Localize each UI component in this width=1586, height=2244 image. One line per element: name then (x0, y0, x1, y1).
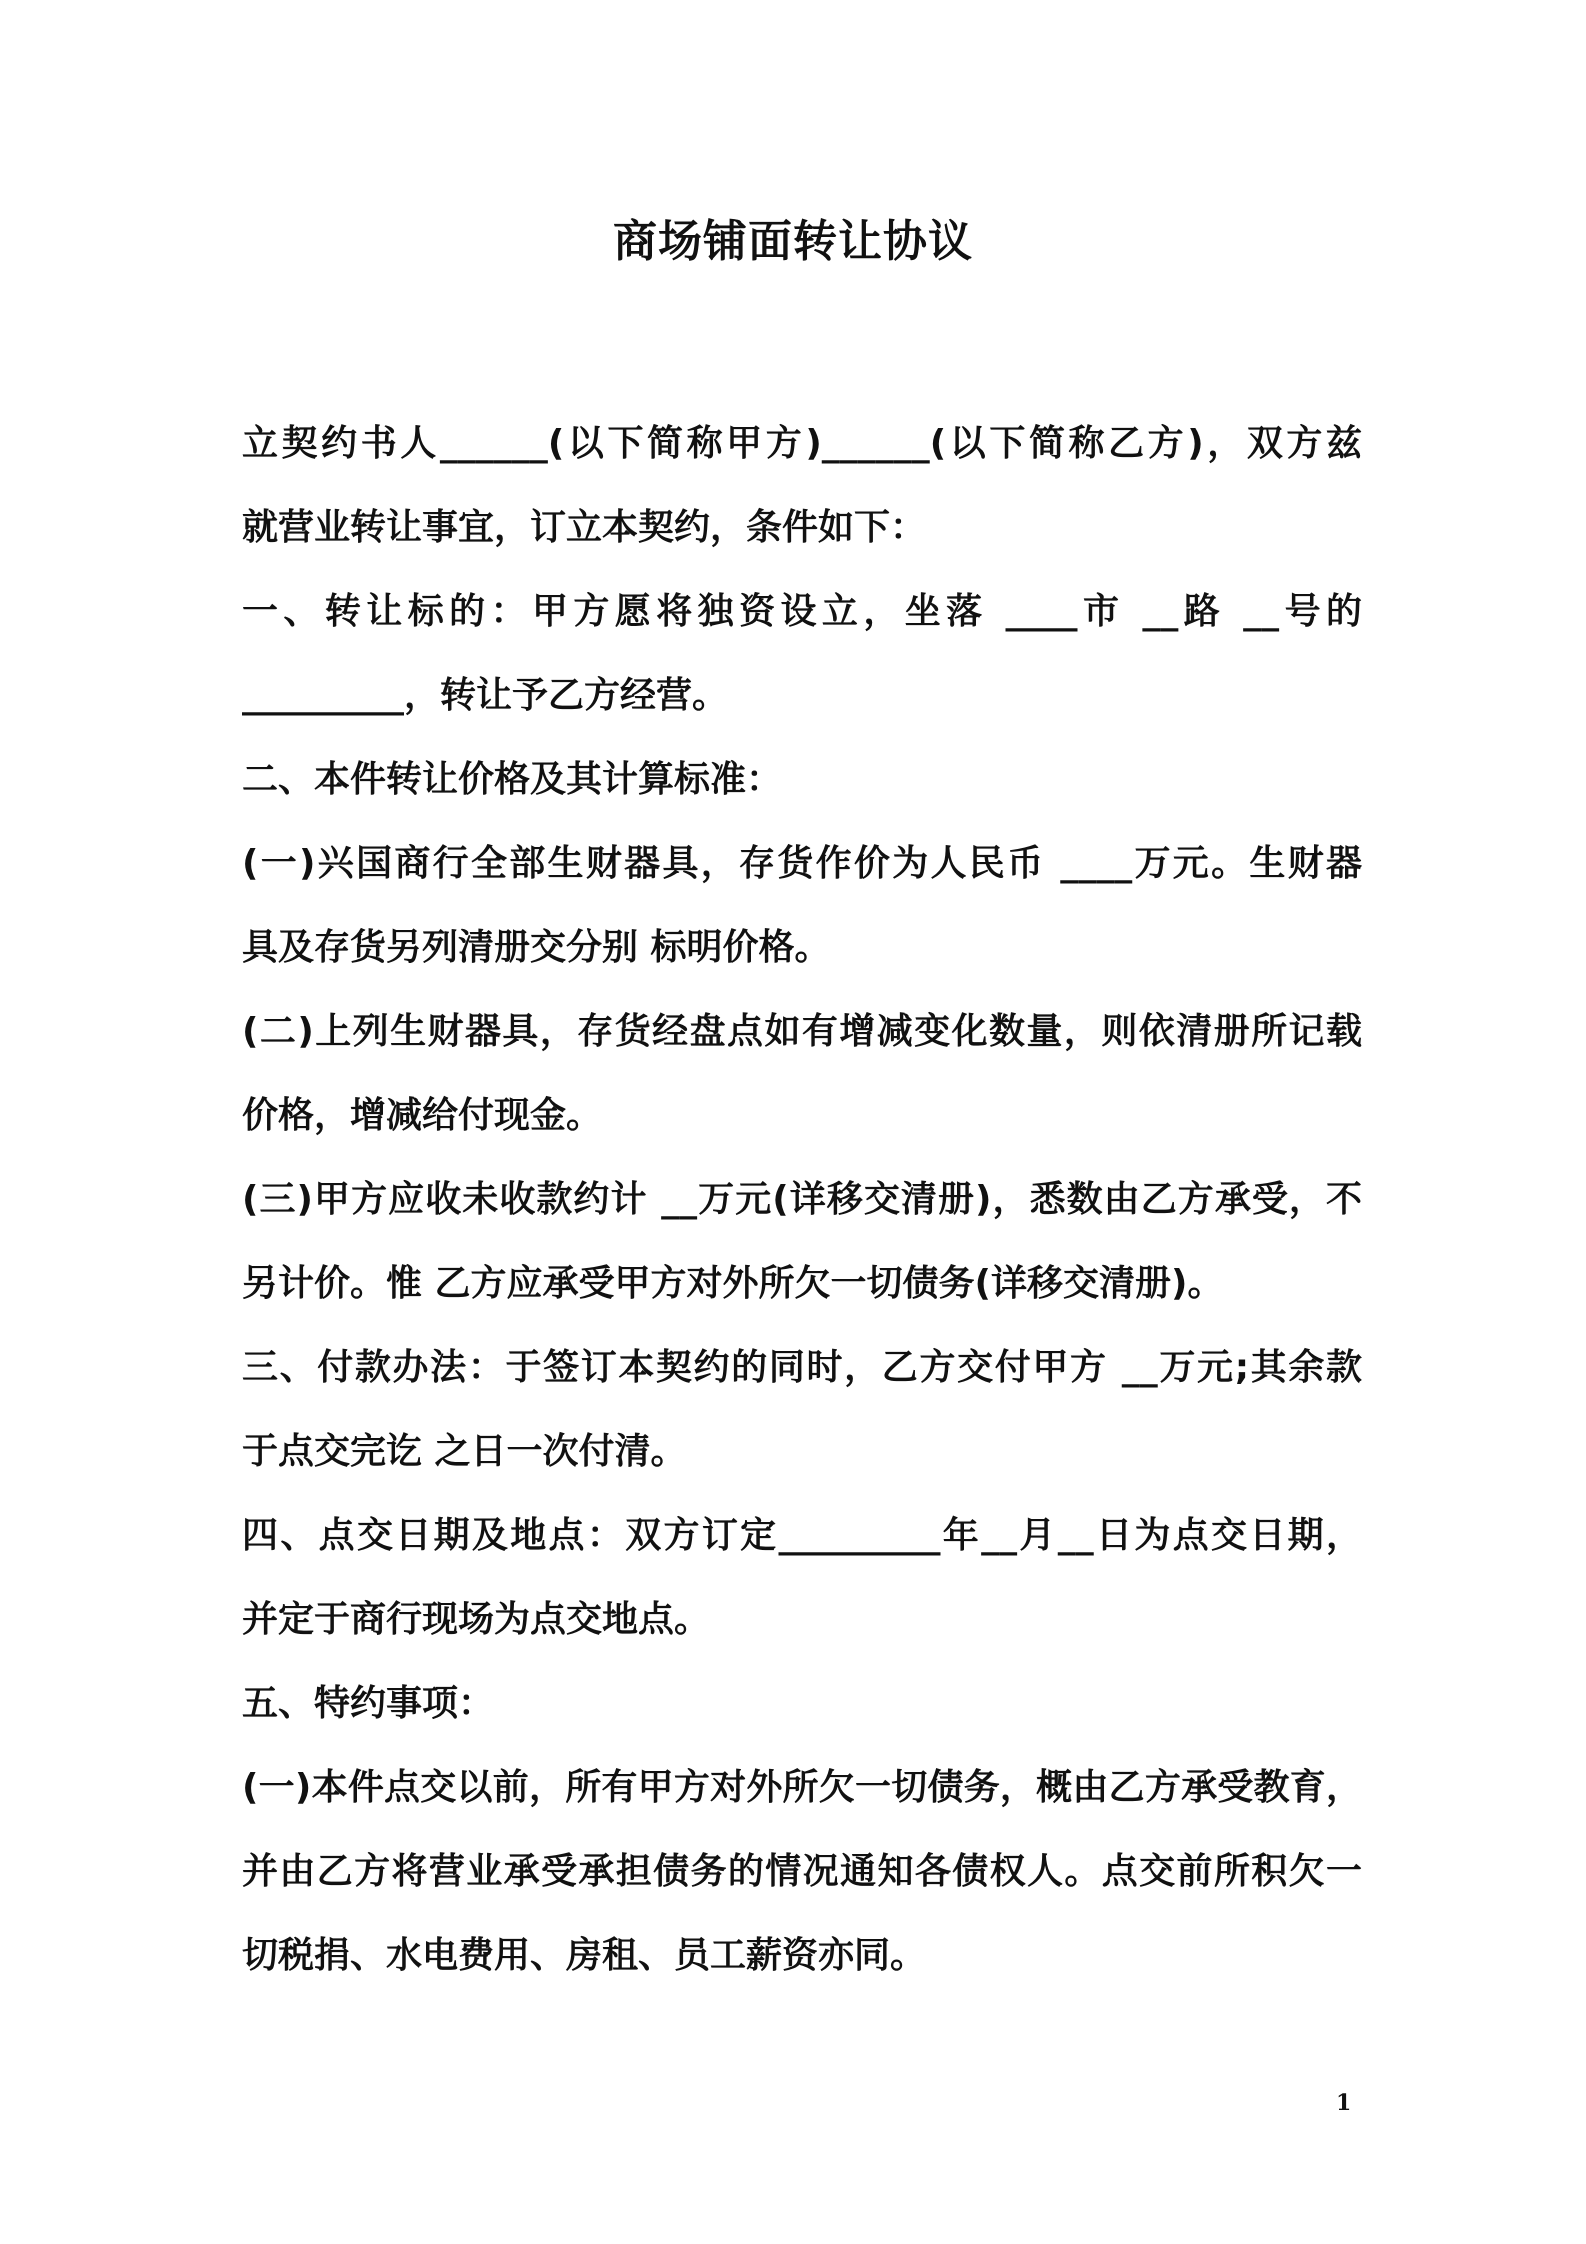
text-line: 就营业转让事宜，订立本契约，条件如下： (242, 507, 927, 548)
text-line: 立契约书人______(以下简称甲方)______(以下简称乙方)，双方兹 (242, 423, 1362, 464)
text-line: 并由乙方将营业承受承担债务的情况通知各债权人。点交前所积欠一 (242, 1851, 1362, 1892)
document-body (242, 402, 1362, 1998)
text-line: _________，转让予乙方经营。 (242, 675, 729, 716)
page-number: 1 (1336, 2090, 1352, 2116)
text-line: 二、本件转让价格及其计算标准： (242, 759, 783, 800)
text-line: 一、转让标的：甲方愿将独资设立，坐落 ____市 __路 __号的 (242, 591, 1362, 632)
text-line: (三)甲方应收未收款约计 __万元(详移交清册)，悉数由乙方承受，不 (242, 1179, 1362, 1220)
text-line: 另计价。惟 乙方应承受甲方对外所欠一切债务(详移交清册)。 (242, 1263, 1224, 1304)
text-line: 三、付款办法：于签订本契约的同时，乙方交付甲方 __万元;其余款 (242, 1347, 1362, 1388)
text-line: 切税捐、水电费用、房租、员工薪资亦同。 (242, 1935, 927, 1976)
text-line: 四、点交日期及地点：双方订定_________年__月__日为点交日期， (242, 1515, 1362, 1556)
document-title: 商场铺面转让协议 (613, 216, 973, 267)
text-line: 价格，增减给付现金。 (242, 1095, 603, 1136)
text-line: 具及存货另列清册交分别 标明价格。 (242, 927, 831, 968)
text-line: 五、特约事项： (242, 1683, 495, 1724)
text-line: 并定于商行现场为点交地点。 (242, 1599, 711, 1640)
text-line: 于点交完讫 之日一次付清。 (242, 1431, 687, 1472)
text-line: (一)兴国商行全部生财器具，存货作价为人民币 ____万元。生财器 (242, 843, 1362, 884)
text-line: (一)本件点交以前，所有甲方对外所欠一切债务，概由乙方承受教育， (242, 1767, 1362, 1808)
text-line: (二)上列生财器具，存货经盘点如有增减变化数量，则依清册所记载 (242, 1011, 1362, 1052)
